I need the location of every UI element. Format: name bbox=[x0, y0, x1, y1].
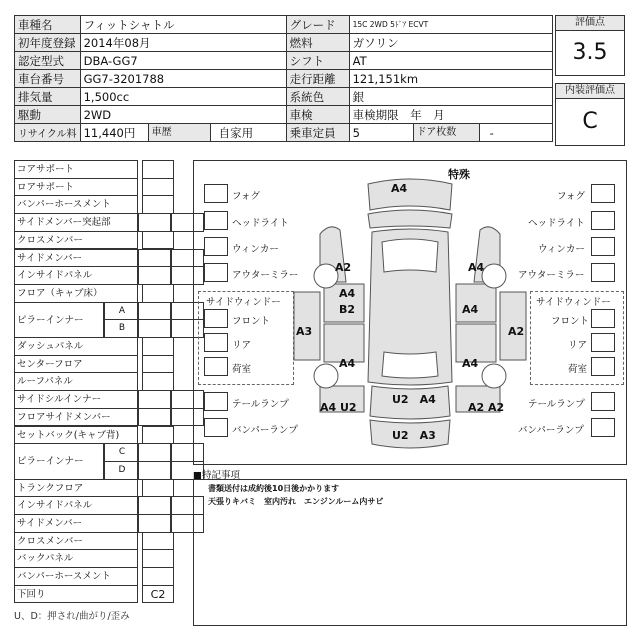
code-right-rear-door: A4 bbox=[462, 357, 479, 370]
chassis-label: 車台番号 bbox=[15, 70, 81, 88]
tail-left-box[interactable] bbox=[204, 392, 228, 411]
frame-row-label: バンパーホースメント bbox=[14, 195, 138, 214]
code-right-fender: A4 bbox=[468, 261, 485, 274]
frame-damage-cell[interactable] bbox=[138, 266, 171, 285]
frame-damage-cell[interactable] bbox=[138, 408, 171, 427]
bumper-lamp-left-box[interactable] bbox=[204, 418, 228, 437]
recycle-label: リサイクル料 bbox=[15, 124, 81, 142]
win-front-right-box[interactable] bbox=[591, 309, 615, 328]
bumper-lamp-left-label: バンパーランプ bbox=[232, 425, 298, 436]
bumper-lamp-right-label: バンパーランプ bbox=[518, 425, 584, 436]
mirror-right-box[interactable] bbox=[591, 263, 615, 282]
fog-right-box[interactable] bbox=[591, 184, 615, 203]
frame-damage-cell[interactable] bbox=[138, 461, 171, 480]
fog-right-label: フォグ bbox=[557, 191, 586, 202]
frame-damage-cell[interactable] bbox=[138, 496, 171, 515]
frame-row-label: フロア（キャブ床） bbox=[14, 284, 138, 303]
win-cargo-right-box[interactable] bbox=[591, 357, 615, 376]
color-label: 系統色 bbox=[286, 88, 349, 106]
frame-table bbox=[14, 160, 190, 603]
history: 自家用 bbox=[218, 125, 254, 140]
code-right-rear: A2 bbox=[508, 325, 525, 338]
win-cargo-right-label: 荷室 bbox=[568, 364, 588, 375]
frame-row-label: センターフロア bbox=[14, 355, 138, 374]
frame-row-label: サイドメンバー突起部 bbox=[14, 213, 138, 232]
win-cargo-left-label: 荷室 bbox=[232, 364, 252, 375]
color: 銀 bbox=[349, 88, 552, 106]
recycle: 11,440円 bbox=[83, 125, 136, 140]
winker-left-label: ウィンカー bbox=[232, 244, 279, 255]
frame-damage-cell[interactable] bbox=[138, 302, 171, 321]
car-name-label: 車種名 bbox=[15, 16, 81, 34]
special-label: 特殊 bbox=[448, 168, 470, 181]
frame-damage-cell[interactable] bbox=[142, 567, 174, 586]
frame-damage-cell[interactable] bbox=[142, 355, 174, 374]
displacement: 1,500cc bbox=[80, 88, 286, 106]
headlight-right-box[interactable] bbox=[591, 211, 615, 230]
code-hood: A4 bbox=[391, 182, 408, 195]
displacement-label: 排気量 bbox=[15, 88, 81, 106]
code-left-rear: A3 bbox=[296, 325, 313, 338]
frame-damage-cell[interactable] bbox=[142, 178, 174, 197]
frame-damage-cell[interactable] bbox=[142, 479, 174, 498]
mirror-right-label: アウターミラー bbox=[518, 270, 585, 281]
inspection-label: 車検 bbox=[286, 106, 349, 124]
headlight-left-box[interactable] bbox=[204, 211, 228, 230]
inspection: 車検期限 年 月 bbox=[349, 106, 552, 124]
score-value: 3.5 bbox=[555, 30, 625, 76]
win-rear-left-box[interactable] bbox=[204, 333, 228, 352]
interior-score-value: C bbox=[555, 98, 625, 146]
mirror-left-box[interactable] bbox=[204, 263, 228, 282]
model: DBA-GG7 bbox=[80, 52, 286, 70]
code-left-front-door-b: B2 bbox=[339, 303, 356, 316]
capacity-label: 乗車定員 bbox=[286, 124, 349, 142]
frame-damage-cell[interactable] bbox=[138, 249, 171, 268]
frame-row-label: トランクフロア bbox=[14, 479, 138, 498]
pillar-sub-label: A bbox=[104, 302, 138, 321]
shift-label: シフト bbox=[286, 52, 349, 70]
pillar-sub-label: B bbox=[104, 319, 138, 338]
interior-score-label: 内装評価点 bbox=[555, 83, 625, 99]
mileage: 121,151km bbox=[349, 70, 552, 88]
side-window-left-label: サイドウィンドー bbox=[206, 297, 281, 308]
spec-table bbox=[14, 15, 553, 142]
tail-right-box[interactable] bbox=[591, 392, 615, 411]
code-rear-gate: U2 A4 bbox=[392, 393, 436, 406]
first-reg: 2014年08月 bbox=[80, 34, 286, 52]
frame-row-label: クロスメンバー bbox=[14, 532, 138, 551]
first-reg-label: 初年度登録 bbox=[15, 34, 81, 52]
winker-left-box[interactable] bbox=[204, 237, 228, 256]
pillar-sub-label: C bbox=[104, 443, 138, 462]
frame-damage-cell[interactable] bbox=[142, 426, 174, 445]
frame-row-label: セットバック(キャブ背) bbox=[14, 426, 138, 445]
code-left-fender: A2 bbox=[335, 261, 352, 274]
frame-row-label: インサイドパネル bbox=[14, 496, 138, 515]
frame-damage-cell[interactable] bbox=[142, 549, 174, 568]
winker-right-box[interactable] bbox=[591, 237, 615, 256]
code-right-bottom: A2 A2 bbox=[468, 401, 505, 414]
pillar-sub-label: D bbox=[104, 461, 138, 480]
frame-row-label: コアサポート bbox=[14, 160, 138, 179]
frame-legend: U、D：押され/曲がり/歪み bbox=[14, 611, 130, 622]
chassis: GG7-3201788 bbox=[80, 70, 286, 88]
headlight-right-label: ヘッドライト bbox=[528, 218, 585, 229]
frame-damage-cell[interactable] bbox=[142, 337, 174, 356]
frame-row-label: ルーフパネル bbox=[14, 372, 138, 391]
frame-damage-cell[interactable] bbox=[142, 284, 174, 303]
frame-damage-cell[interactable] bbox=[138, 390, 171, 409]
win-rear-left-label: リア bbox=[232, 340, 252, 351]
frame-damage-cell[interactable] bbox=[142, 372, 174, 391]
mirror-left-label: アウターミラー bbox=[232, 270, 299, 281]
fuel: ガソリン bbox=[349, 34, 552, 52]
doors: - bbox=[489, 125, 494, 140]
frame-row-label: バンパーホースメント bbox=[14, 567, 138, 586]
car-name: フィットシャトル bbox=[80, 16, 286, 34]
grade: 15C 2WD 5ﾄﾞｱ ECVT bbox=[349, 16, 552, 34]
score-label: 評価点 bbox=[555, 15, 625, 31]
notes-line-1: 書類送付は成約後10日後かかります bbox=[208, 484, 340, 493]
code-left-rear-door: A4 bbox=[339, 357, 356, 370]
doors-label: ドア枚数 bbox=[413, 124, 480, 141]
frame-damage-cell[interactable]: C2 bbox=[142, 585, 174, 604]
frame-damage-cell[interactable] bbox=[138, 213, 171, 232]
frame-damage-cell[interactable] bbox=[142, 160, 174, 179]
history-label: 車歴 bbox=[148, 124, 211, 141]
frame-row-label: 下回り bbox=[14, 585, 138, 604]
frame-row-label: バックパネル bbox=[14, 549, 138, 568]
frame-damage-cell[interactable] bbox=[142, 532, 174, 551]
headlight-left-label: ヘッドライト bbox=[232, 218, 289, 229]
code-left-front-door-a: A4 bbox=[339, 287, 356, 300]
code-left-bottom: A4 U2 bbox=[320, 401, 357, 414]
capacity: 5 bbox=[352, 125, 360, 140]
win-front-right-label: フロント bbox=[551, 316, 590, 327]
frame-row-label: フロアサイドメンバー bbox=[14, 408, 138, 427]
win-cargo-left-box[interactable] bbox=[204, 357, 228, 376]
tail-right-label: テールランプ bbox=[528, 399, 585, 410]
frame-damage-cell[interactable] bbox=[142, 195, 174, 214]
frame-damage-cell[interactable] bbox=[138, 319, 171, 338]
frame-damage-cell[interactable] bbox=[142, 231, 174, 250]
frame-row-label: サイドシルインナー bbox=[14, 390, 138, 409]
frame-row-label: クロスメンバー bbox=[14, 231, 138, 250]
model-label: 認定型式 bbox=[15, 52, 81, 70]
frame-damage-cell[interactable] bbox=[138, 443, 171, 462]
win-front-left-label: フロント bbox=[232, 316, 271, 327]
mileage-label: 走行距離 bbox=[286, 70, 349, 88]
fog-left-label: フォグ bbox=[232, 191, 261, 202]
notes-line-2: 天張りキバミ 室内汚れ エンジンルーム内サビ bbox=[208, 497, 384, 506]
bumper-lamp-right-box[interactable] bbox=[591, 418, 615, 437]
frame-row-label: インサイドパネル bbox=[14, 266, 138, 285]
grade-label: グレード bbox=[286, 16, 349, 34]
win-front-left-box[interactable] bbox=[204, 309, 228, 328]
frame-row-label: ピラーインナー bbox=[14, 443, 104, 479]
side-window-right-label: サイドウィンドー bbox=[536, 297, 611, 308]
tail-left-label: テールランプ bbox=[232, 399, 289, 410]
notes-title: ■特記事項 bbox=[193, 470, 240, 481]
win-rear-right-label: リア bbox=[568, 340, 588, 351]
code-right-front-door: A4 bbox=[462, 303, 479, 316]
frame-damage-cell[interactable] bbox=[138, 514, 171, 533]
code-back-bumper: U2 A3 bbox=[392, 429, 436, 442]
frame-row-label: サイドメンバー bbox=[14, 514, 138, 533]
frame-row-label: ダッシュパネル bbox=[14, 337, 138, 356]
shift: AT bbox=[349, 52, 552, 70]
fog-left-box[interactable] bbox=[204, 184, 228, 203]
winker-right-label: ウィンカー bbox=[538, 244, 585, 255]
frame-row-label: ピラーインナー bbox=[14, 302, 104, 338]
drive: 2WD bbox=[80, 106, 286, 124]
frame-row-label: サイドメンバー bbox=[14, 249, 138, 268]
fuel-label: 燃料 bbox=[286, 34, 349, 52]
frame-row-label: ロアサポート bbox=[14, 178, 138, 197]
win-rear-right-box[interactable] bbox=[591, 333, 615, 352]
drive-label: 駆動 bbox=[15, 106, 81, 124]
